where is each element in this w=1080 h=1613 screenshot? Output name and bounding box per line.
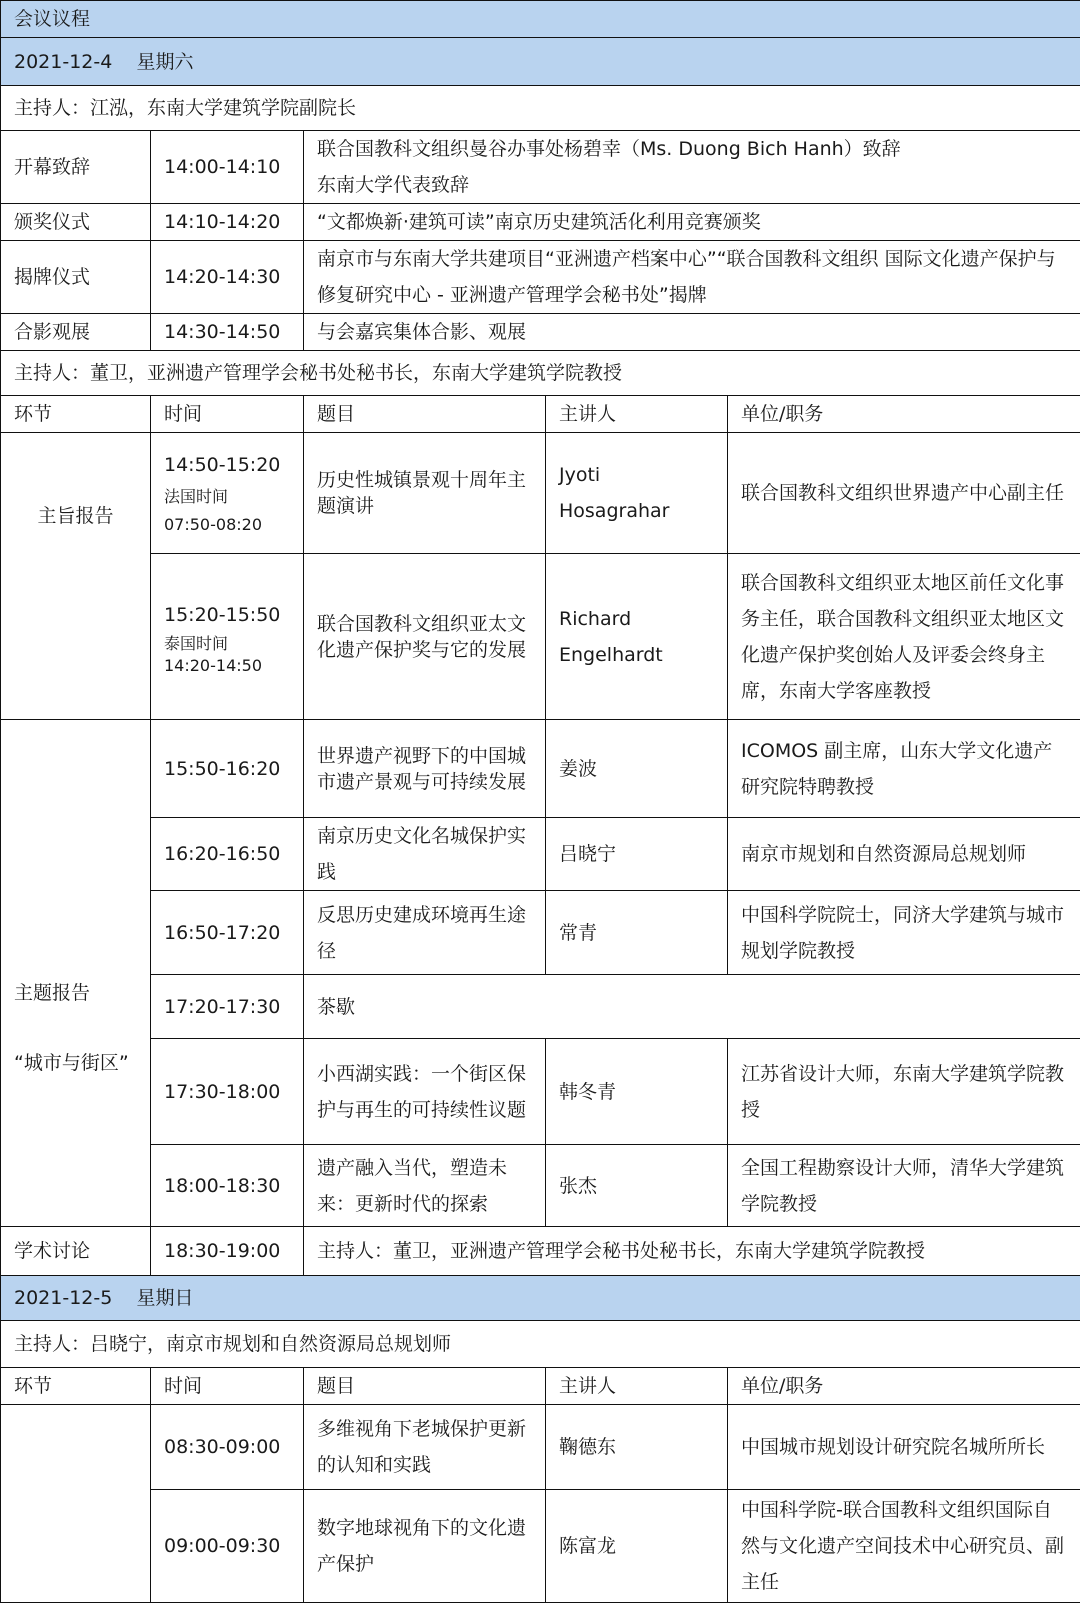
day1-date-row: [1, 38, 1080, 86]
header-section: 环节: [1, 396, 151, 433]
keynote-1-time-main: 14:50-15:20: [164, 454, 281, 476]
plaque-content: 南京市与东南大学共建项目“亚洲遗产档案中心”“联合国教科文组织 国际文化遗产保护与修复研究中心 - 亚洲遗产管理学会秘书处”揭牌: [304, 241, 1080, 314]
theme-5-topic: 遗产融入当代，塑造未来：更新时代的探索: [304, 1145, 546, 1227]
day1-host2-row: [1, 351, 1080, 396]
day2-section: [1, 1405, 151, 1603]
keynote-2-speaker: Richard Engelhardt: [546, 554, 728, 720]
keynote-1-time: [151, 433, 304, 554]
agenda-title: 会议议程: [1, 1, 1080, 38]
theme-4-speaker: 韩冬青: [546, 1039, 728, 1145]
day2-2-time: 09:00-09:30: [151, 1490, 304, 1603]
discussion-section: 学术讨论: [1, 1227, 151, 1276]
keynote-2-time-local: 14:20-14:50: [164, 655, 262, 675]
theme-2-topic: 南京历史文化名城保护实践: [304, 818, 546, 891]
day2-host-row: [1, 1321, 1080, 1368]
photo-time: 14:30-14:50: [151, 314, 304, 351]
theme-2-time: 16:20-16:50: [151, 818, 304, 891]
day1-host-row: [1, 86, 1080, 131]
theme-1-speaker: 姜波: [546, 720, 728, 818]
day2-header-affiliation: 单位/职务: [728, 1368, 1080, 1405]
header-topic: 题目: [304, 396, 546, 433]
theme-4-topic: 小西湖实践：一个街区保护与再生的可持续性议题: [304, 1039, 546, 1145]
theme-section-line-1: 主题报告: [14, 982, 91, 1004]
theme-3-topic: 反思历史建成环境再生途径: [304, 891, 546, 975]
day1-host2: 主持人：董卫，亚洲遗产管理学会秘书处秘书长，东南大学建筑学院教授: [1, 351, 1080, 396]
break-label: 茶歇: [304, 975, 1080, 1039]
day2-2-speaker: 陈富龙: [546, 1490, 728, 1603]
theme-row-3: [1, 891, 1080, 975]
day2-header-speaker: 主讲人: [546, 1368, 728, 1405]
day2-header-time: 时间: [151, 1368, 304, 1405]
theme-section-line-2: “城市与街区”: [14, 1052, 129, 1074]
break-row: [1, 975, 1080, 1039]
opening-line-2: 东南大学代表致辞: [317, 174, 470, 196]
day2-1-affiliation: 中国城市规划设计研究院名城所所长: [728, 1405, 1080, 1490]
photo-section: 合影观展: [1, 314, 151, 351]
discussion-time: 18:30-19:00: [151, 1227, 304, 1276]
day2-date: 2021-12-5 星期日: [1, 1276, 1080, 1321]
theme-3-time: 16:50-17:20: [151, 891, 304, 975]
keynote-2-time: [151, 554, 304, 720]
keynote-row-1: [1, 433, 1080, 554]
theme-2-speaker: 吕晓宁: [546, 818, 728, 891]
day2-host: 主持人：吕晓宁，南京市规划和自然资源局总规划师: [1, 1321, 1080, 1368]
header-speaker: 主讲人: [546, 396, 728, 433]
day2-2-topic: 数字地球视角下的文化遗产保护: [304, 1490, 546, 1603]
discussion-row: [1, 1227, 1080, 1276]
theme-row-4: [1, 1039, 1080, 1145]
keynote-2-affiliation: 联合国教科文组织亚太地区前任文化事务主任，联合国教科文组织亚太地区文化遗产保护奖创始人及评委会终身主席，东南大学客座教授: [728, 554, 1080, 720]
theme-4-time: 17:30-18:00: [151, 1039, 304, 1145]
break-time: 17:20-17:30: [151, 975, 304, 1039]
plaque-section: 揭牌仪式: [1, 241, 151, 314]
award-row: [1, 204, 1080, 241]
opening-time: 14:00-14:10: [151, 131, 304, 204]
day2-1-time: 08:30-09:00: [151, 1405, 304, 1490]
keynote-2-time-main: 15:20-15:50: [164, 603, 281, 626]
opening-row: [1, 131, 1080, 204]
discussion-content: 主持人：董卫，亚洲遗产管理学会秘书处秘书长，东南大学建筑学院教授: [304, 1227, 1080, 1276]
keynote-1-time-local: 07:50-08:20: [164, 515, 262, 534]
day1-host: 主持人：江泓，东南大学建筑学院副院长: [1, 86, 1080, 131]
plaque-time: 14:20-14:30: [151, 241, 304, 314]
theme-5-affiliation: 全国工程勘察设计大师，清华大学建筑学院教授: [728, 1145, 1080, 1227]
theme-5-speaker: 张杰: [546, 1145, 728, 1227]
day2-1-speaker: 鞠德东: [546, 1405, 728, 1490]
photo-row: [1, 314, 1080, 351]
theme-4-affiliation: 江苏省设计大师，东南大学建筑学院教授: [728, 1039, 1080, 1145]
day1-date: 2021-12-4 星期六: [1, 38, 1080, 86]
theme-row-1: [1, 720, 1080, 818]
keynote-1-time-note: 法国时间: [164, 487, 229, 506]
keynote-row-2: [1, 554, 1080, 720]
theme-3-affiliation: 中国科学院院士，同济大学建筑与城市规划学院教授: [728, 891, 1080, 975]
day2-date-row: [1, 1276, 1080, 1321]
award-content: “文都焕新·建筑可读”南京历史建筑活化利用竞赛颁奖: [304, 204, 1080, 241]
theme-5-time: 18:00-18:30: [151, 1145, 304, 1227]
header-time: 时间: [151, 396, 304, 433]
theme-section: [1, 720, 151, 1227]
opening-content: [304, 131, 1080, 204]
theme-1-time: 15:50-16:20: [151, 720, 304, 818]
keynote-2-topic: 联合国教科文组织亚太文化遗产保护奖与它的发展: [304, 554, 546, 720]
award-section: 颁奖仪式: [1, 204, 151, 241]
keynote-1-topic: 历史性城镇景观十周年主题演讲: [304, 433, 546, 554]
opening-section: 开幕致辞: [1, 131, 151, 204]
day2-header-row: [1, 1368, 1080, 1405]
day2-2-affiliation: 中国科学院-联合国教科文组织国际自然与文化遗产空间技术中心研究员、副主任: [728, 1490, 1080, 1603]
agenda-title-row: [1, 1, 1080, 38]
day2-row-1: [1, 1405, 1080, 1490]
day2-1-topic: 多维视角下老城保护更新的认知和实践: [304, 1405, 546, 1490]
theme-row-2: [1, 818, 1080, 891]
header-affiliation: 单位/职务: [728, 396, 1080, 433]
plaque-row: [1, 241, 1080, 314]
keynote-2-time-note: 泰国时间: [164, 633, 229, 653]
day2-header-section: 环节: [1, 1368, 151, 1405]
theme-1-affiliation: ICOMOS 副主席，山东大学文化遗产研究院特聘教授: [728, 720, 1080, 818]
keynote-1-speaker: Jyoti Hosagrahar: [546, 433, 728, 554]
theme-2-affiliation: 南京市规划和自然资源局总规划师: [728, 818, 1080, 891]
keynote-section: 主旨报告: [1, 433, 151, 720]
theme-1-topic: 世界遗产视野下的中国城市遗产景观与可持续发展: [304, 720, 546, 818]
day2-row-2: [1, 1490, 1080, 1603]
keynote-1-affiliation: 联合国教科文组织世界遗产中心副主任: [728, 433, 1080, 554]
photo-content: 与会嘉宾集体合影、观展: [304, 314, 1080, 351]
opening-line-1: 联合国教科文组织曼谷办事处杨碧幸（Ms. Duong Bich Hanh）致辞: [317, 138, 901, 160]
award-time: 14:10-14:20: [151, 204, 304, 241]
day2-header-topic: 题目: [304, 1368, 546, 1405]
theme-row-5: [1, 1145, 1080, 1227]
day1-header-row: [1, 396, 1080, 433]
theme-3-speaker: 常青: [546, 891, 728, 975]
